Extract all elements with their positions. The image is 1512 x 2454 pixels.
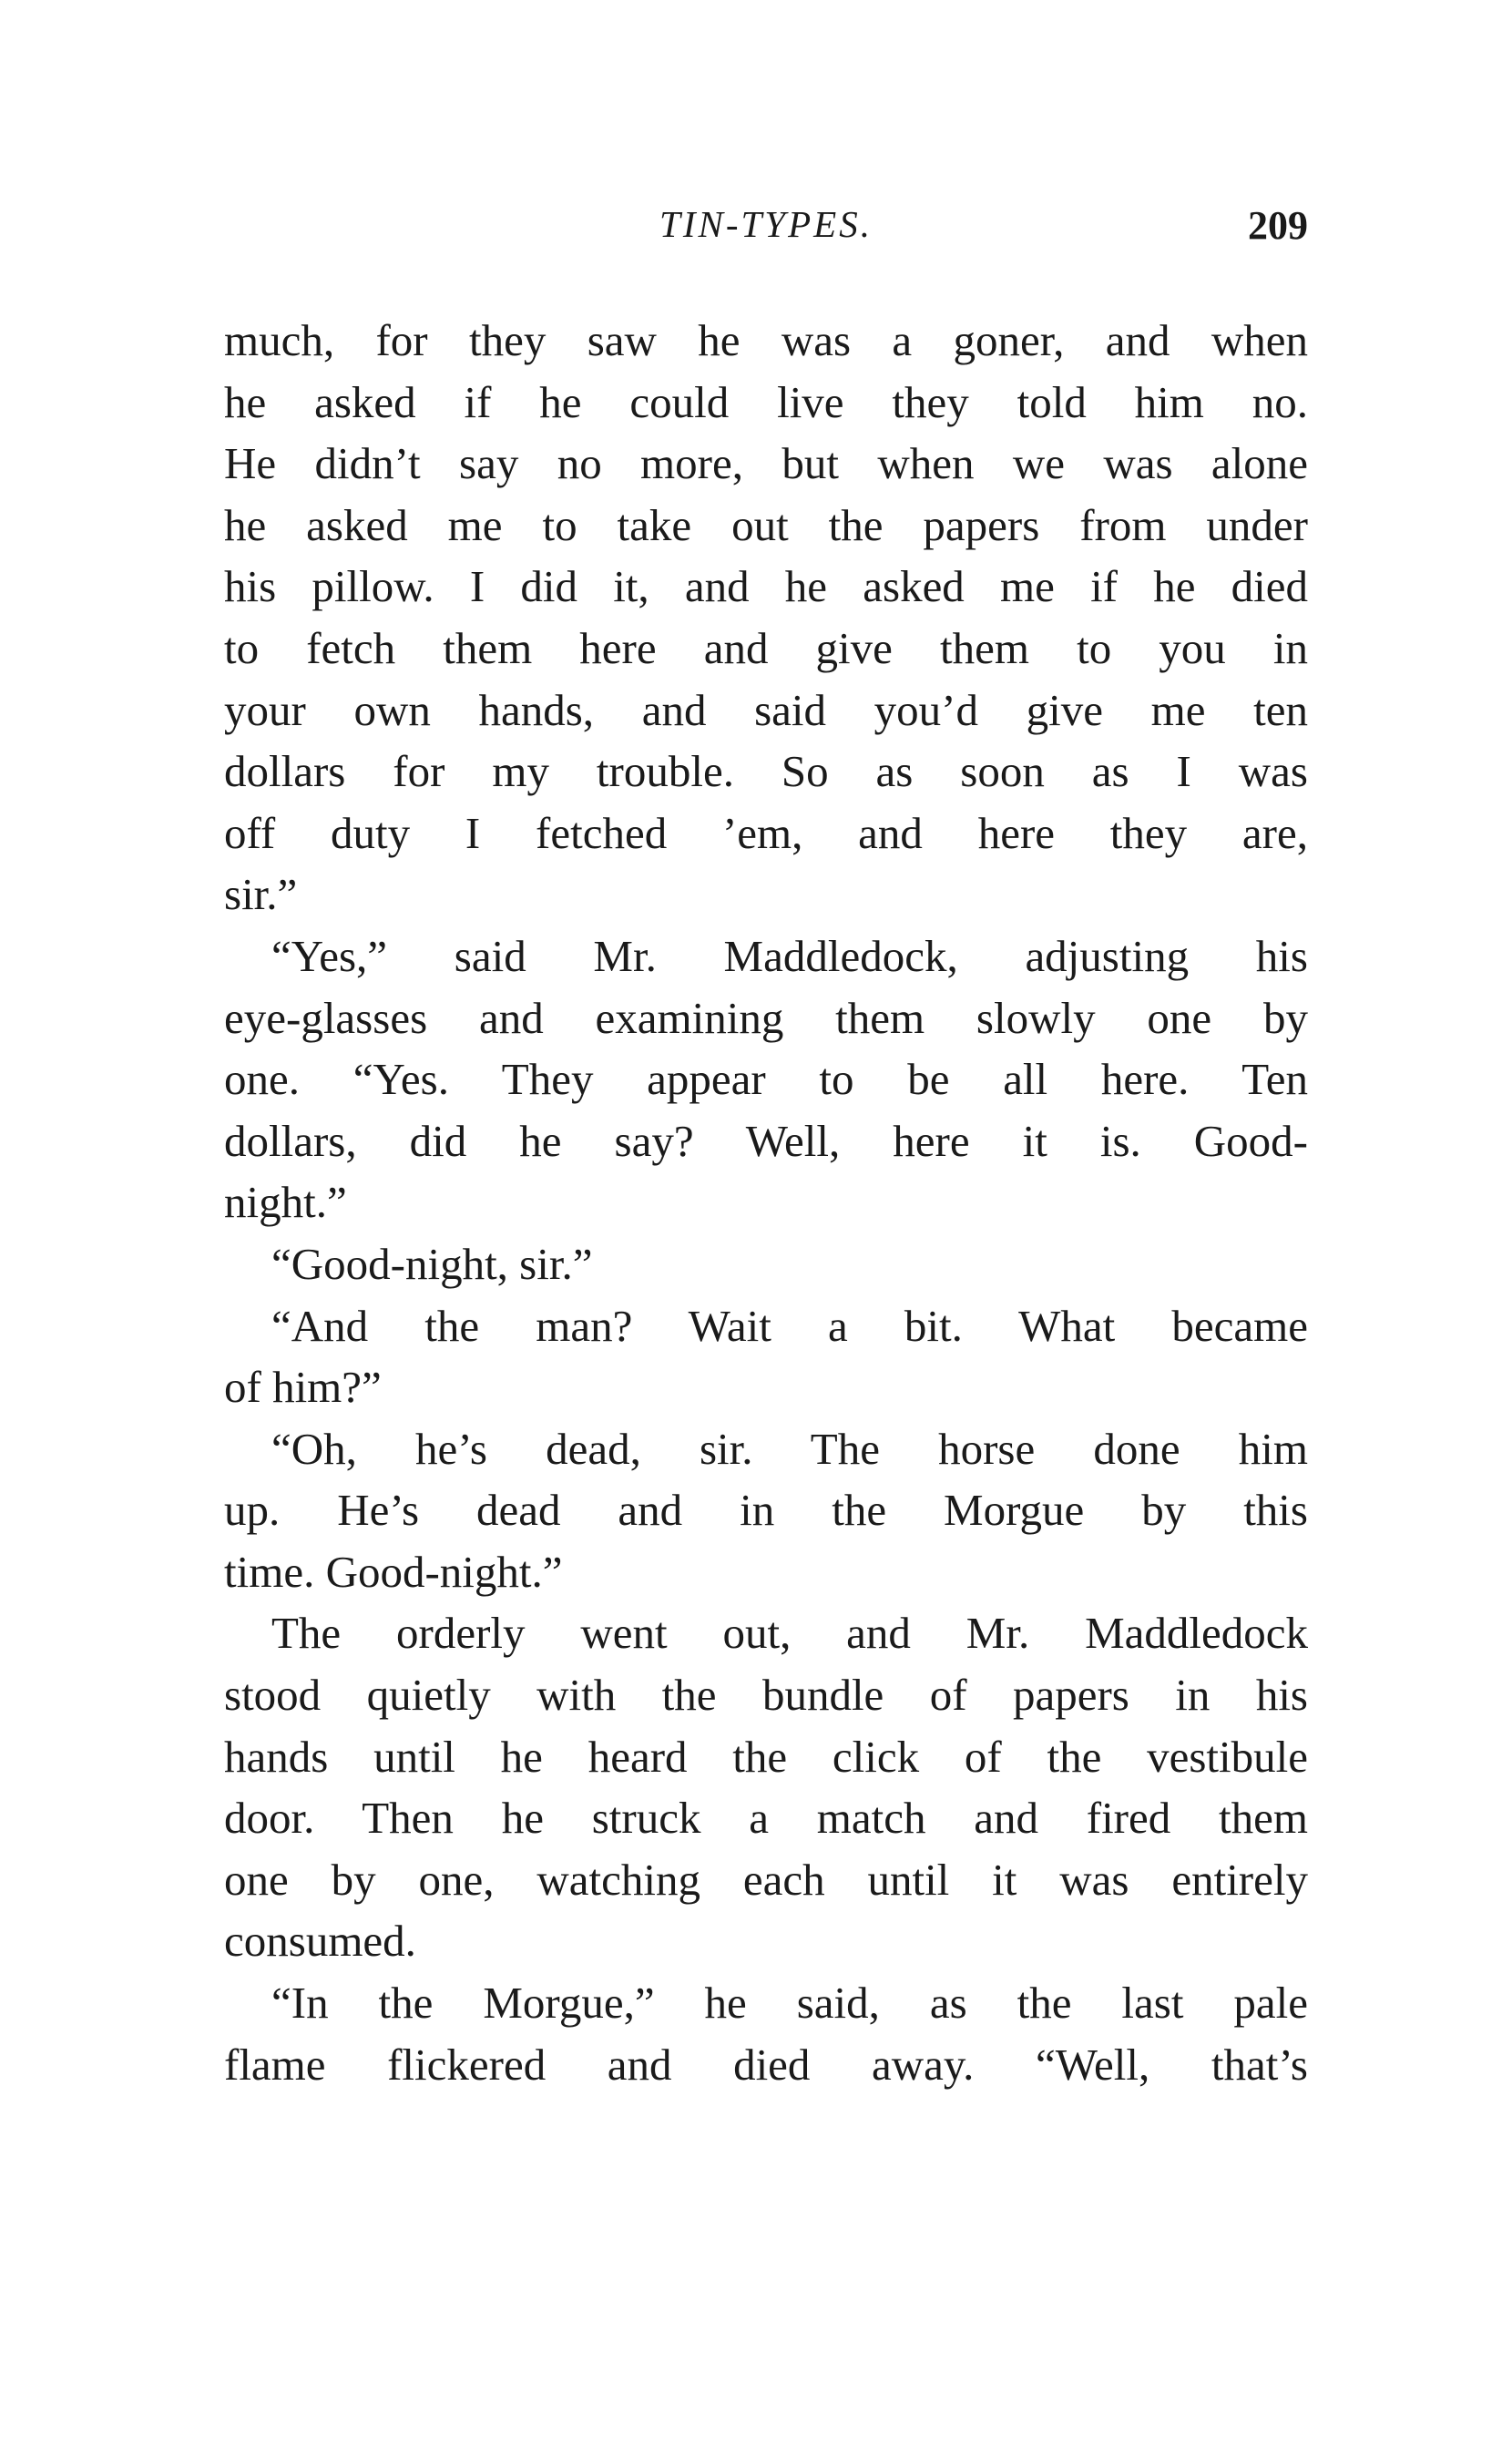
text-line: he asked me to take out the papers from under [224,499,1308,550]
text-line: his pillow. I did it, and he asked me if he died [224,561,1308,612]
text-line: dollars for my trouble. So as soon as I was [224,746,1308,797]
text-line: eye-glasses and examining them slowly one by [224,992,1308,1043]
text-line: up. He’s dead and in the Morgue by this [224,1485,1308,1536]
body-text [224,310,1308,2095]
text-line: sir.” [224,869,298,920]
text-line: he asked if he could live they told him no. [224,376,1308,427]
text-line: one by one, watching each until it was entirely [224,1854,1308,1905]
text-line: your own hands, and said you’d give me ten [224,684,1308,735]
text-line: one. “Yes. They appear to be all here. Ten [224,1054,1308,1105]
text-line: flame flickered and died away. “Well, that’s [224,2039,1308,2090]
text-line: to fetch them here and give them to you in [224,622,1308,673]
text-line: “In the Morgue,” he said, as the last pale [271,1978,1308,2029]
text-line: “Yes,” said Mr. Maddledock, adjusting his [271,930,1308,981]
text-line: dollars, did he say? Well, here it is. Good- [224,1115,1308,1166]
text-line: consumed. [224,1916,416,1967]
text-line: of him?” [224,1362,382,1413]
running-title: TIN-TYPES. [659,203,873,245]
text-line: time. Good-night.” [224,1546,563,1597]
text-line: “And the man? Wait a bit. What became [271,1300,1308,1351]
text-line: off duty I fetched ’em, and here they are, [224,807,1308,858]
text-line: “Good-night, sir.” [271,1238,593,1289]
page-number: 209 [1248,203,1308,248]
text-line: He didn’t say no more, but when we was alone [224,438,1308,489]
text-line: stood quietly with the bundle of papers in his [224,1670,1308,1721]
text-line: The orderly went out, and Mr. Maddledock [271,1608,1308,1659]
text-line: hands until he heard the click of the vestibule [224,1731,1308,1782]
text-line: night.” [224,1177,347,1228]
text-line: “Oh, he’s dead, sir. The horse done him [271,1423,1308,1474]
text-line: much, for they saw he was a goner, and when [224,315,1308,365]
text-line: door. Then he struck a match and fired them [224,1793,1308,1844]
page-header [224,202,1308,257]
